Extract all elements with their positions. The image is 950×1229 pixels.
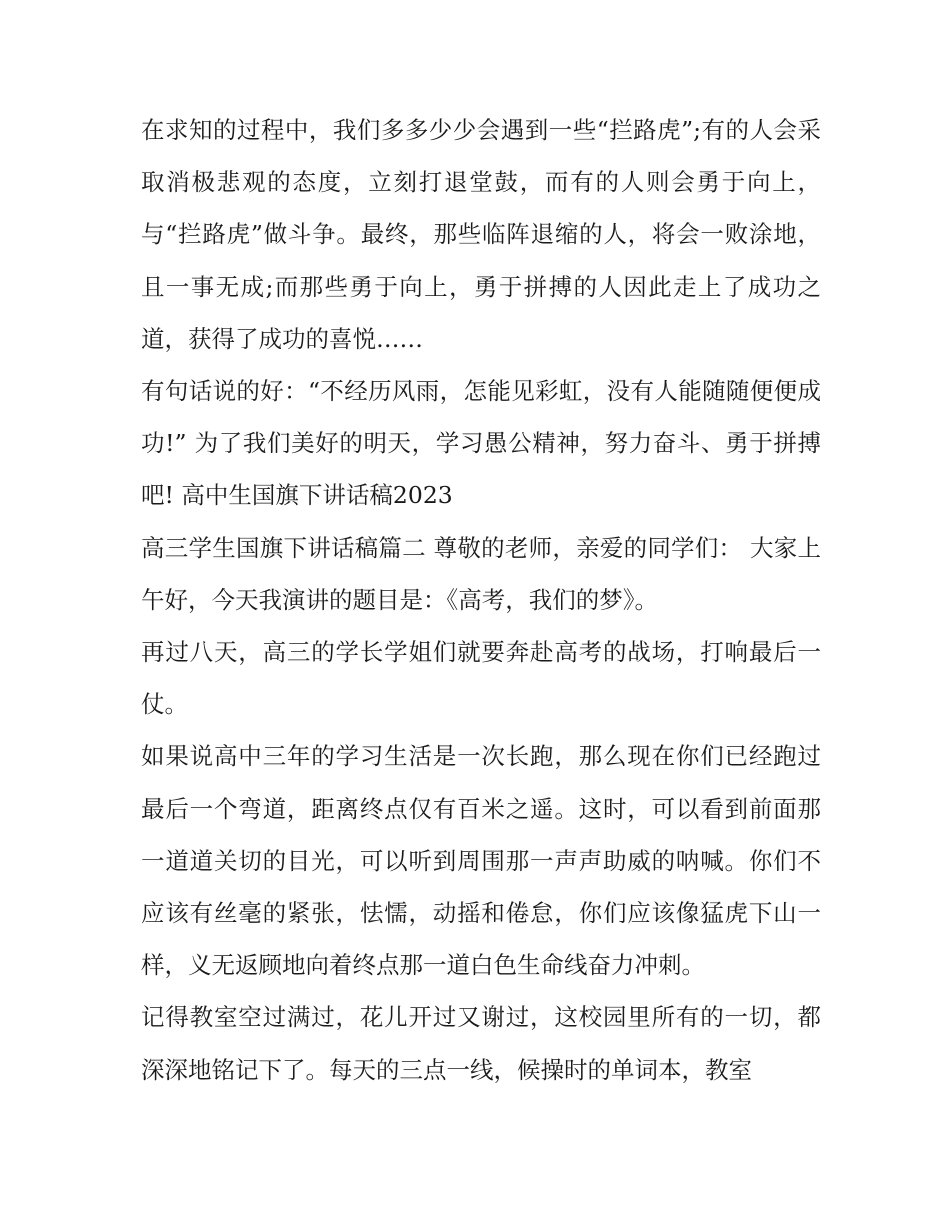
document-body — [141, 104, 821, 1096]
paragraph: 再过八天，高三的学长学姐们就要奔赴高考的战场，打响最后一仗。 — [141, 638, 821, 719]
paragraph: 有句话说的好：“不经历风雨，怎能见彩虹，没有人能随随便便成功!” 为了我们美好的明天，学习愚公精神，努力奋斗、勇于拼搏吧! 高中生国旗下讲话稿2023 — [141, 377, 821, 510]
paragraph: 高三学生国旗下讲话稿篇二 尊敬的老师，亲爱的同学们： 大家上午好，今天我演讲的题目是：《高考，我们的梦》。 — [141, 533, 821, 614]
paragraph: 如果说高中三年的学习生活是一次长跑，那么现在你们已经跑过最后一个弯道，距离终点仅有百米之遥。这时，可以看到前面那一道道关切的目光，可以听到周围那一声声助威的呐喊。你们不应该有丝毫的紧张，怯懦，动摇和倦怠，你们应该像猛虎下山一样，义无返顾地向着终点那一道白色生命线奋力冲刺。 — [141, 742, 821, 980]
paragraph: 记得教室空过满过，花儿开过又谢过，这校园里所有的一切，都深深地铭记下了。每天的三点一线，候操时的单词本，教室 — [141, 1003, 821, 1084]
paragraph: 在求知的过程中，我们多多少少会遇到一些“拦路虎”;有的人会采取消极悲观的态度，立刻打退堂鼓，而有的人则会勇于向上，与“拦路虎”做斗争。最终，那些临阵退缩的人，将会一败涂地，且一事无成;而那些勇于向上，勇于拼搏的人因此走上了成功之道，获得了成功的喜悦…… — [141, 116, 821, 353]
